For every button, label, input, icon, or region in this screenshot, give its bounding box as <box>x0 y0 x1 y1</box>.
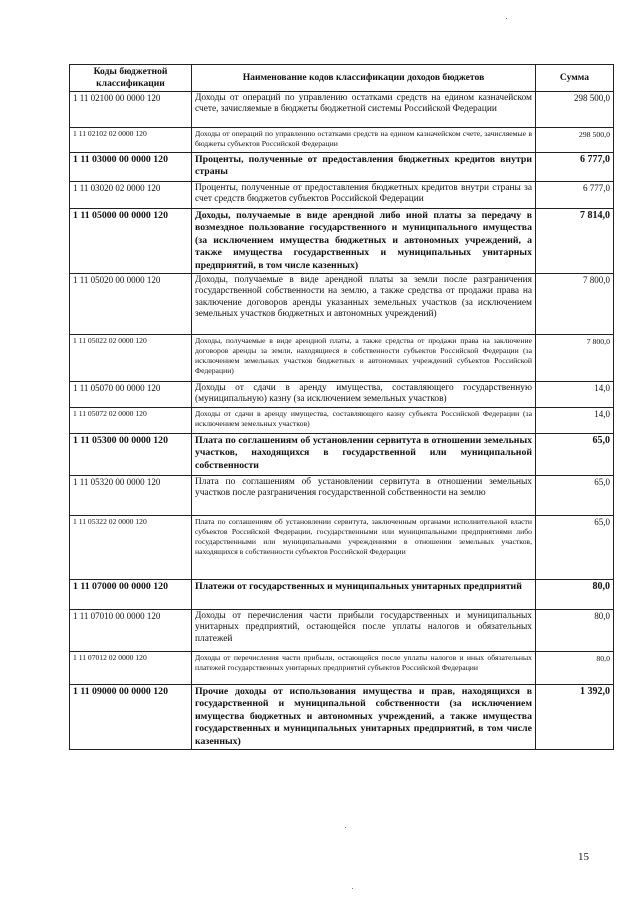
table-row <box>70 335 614 382</box>
table-row <box>70 274 614 335</box>
row-name: Доходы от операций по управлению остатками средств на едином казначейском счете, зачисляемые в бюджеты субъектов Российской Федерации <box>192 128 536 153</box>
table-row <box>70 434 614 476</box>
header-sum: Сумма <box>536 65 614 92</box>
page-number: 15 <box>578 851 589 863</box>
scan-speck <box>352 888 353 889</box>
row-name: Проценты, полученные от предоставления бюджетных кредитов внутри страны за счет средств бюджетов субъектов Российской Федерации <box>192 182 536 209</box>
row-amount: 65,0 <box>536 516 614 580</box>
row-name: Доходы, получаемые в виде арендной платы за земли после разграничения государственной собственности на землю, а также средства от продажи права на заключение договоров аренды указанных земельных участков (за исключением земельных участков бюджетных и автономных учреждений) <box>192 274 536 335</box>
row-name: Прочие доходы от использования имущества и прав, находящихся в государственной и муниципальной собственности (за исключением имущества бюджетных и автономных учреждений, а также имущества государственных и муниципальных унитарных предприятий, в том числе казенных) <box>192 685 536 750</box>
table-row <box>70 580 614 610</box>
row-name: Проценты, полученные от предоставления бюджетных кредитов внутри страны <box>192 153 536 182</box>
row-amount: 14,0 <box>536 408 614 434</box>
row-code: 1 11 03000 00 0000 120 <box>70 153 192 182</box>
table-row <box>70 92 614 128</box>
row-amount: 7 800,0 <box>536 274 614 335</box>
row-amount: 80,0 <box>536 610 614 652</box>
table-row <box>70 382 614 408</box>
row-code: 1 11 07012 02 0000 120 <box>70 652 192 685</box>
row-code: 1 11 07000 00 0000 120 <box>70 580 192 610</box>
row-code: 1 11 05072 02 0000 120 <box>70 408 192 434</box>
header-codes: Коды бюджетной классификации <box>70 65 192 92</box>
row-code: 1 11 05322 02 0000 120 <box>70 516 192 580</box>
row-amount: 298 500,0 <box>536 92 614 128</box>
row-code: 1 11 02102 02 0000 120 <box>70 128 192 153</box>
row-amount: 7 814,0 <box>536 209 614 274</box>
row-code: 1 11 09000 00 0000 120 <box>70 685 192 750</box>
row-code: 1 11 05320 00 0000 120 <box>70 476 192 516</box>
row-name: Доходы от операций по управлению остатками средств на едином казначейском счете, зачисляемые в бюджеты бюджетной системы Российской Федерации <box>192 92 536 128</box>
table-row <box>70 516 614 580</box>
row-code: 1 11 02100 00 0000 120 <box>70 92 192 128</box>
row-amount: 80,0 <box>536 580 614 610</box>
row-amount: 6 777,0 <box>536 182 614 209</box>
row-code: 1 11 03020 02 0000 120 <box>70 182 192 209</box>
row-amount: 298 500,0 <box>536 128 614 153</box>
scan-speck <box>506 18 507 19</box>
row-name: Доходы, получаемые в виде арендной платы, а также средства от продажи права на заключение договоров аренды за земли, находящиеся в собственности субъектов Российской Федерации (за исключением земельных участков бюджетных и автономных учреждений субъектов Российской Федерации) <box>192 335 536 382</box>
row-name: Доходы от сдачи в аренду имущества, составляющего казну субъекта Российской Федерации (за исключением земельных участков) <box>192 408 536 434</box>
table-row <box>70 128 614 153</box>
table-row <box>70 476 614 516</box>
row-name: Доходы, получаемые в виде арендной либо иной платы за передачу в возмездное пользование государственного и муниципального имущества (за исключением имущества бюджетных и автономных учреждений, а также имущества государственных и муниципальных унитарных предприятий, в том числе казенных) <box>192 209 536 274</box>
table-header-row <box>70 65 614 92</box>
table-row <box>70 610 614 652</box>
row-amount: 14,0 <box>536 382 614 408</box>
row-amount: 65,0 <box>536 476 614 516</box>
header-name: Наименование кодов классификации доходов бюджетов <box>192 65 536 92</box>
row-amount: 6 777,0 <box>536 153 614 182</box>
row-amount: 7 800,0 <box>536 335 614 382</box>
row-name: Платежи от государственных и муниципальных унитарных предприятий <box>192 580 536 610</box>
table-row <box>70 209 614 274</box>
scan-speck <box>345 827 346 828</box>
row-code: 1 11 05000 00 0000 120 <box>70 209 192 274</box>
row-code: 1 11 05070 00 0000 120 <box>70 382 192 408</box>
row-name: Доходы от сдачи в аренду имущества, составляющего государственную (муниципальную) казну (за исключением земельных участков) <box>192 382 536 408</box>
row-code: 1 11 05020 00 0000 120 <box>70 274 192 335</box>
table-row <box>70 685 614 750</box>
row-amount: 1 392,0 <box>536 685 614 750</box>
row-code: 1 11 05022 02 0000 120 <box>70 335 192 382</box>
row-code: 1 11 05300 00 0000 120 <box>70 434 192 476</box>
row-amount: 65,0 <box>536 434 614 476</box>
row-name: Плата по соглашениям об установлении сервитута, заключенным органами исполнительной власти субъектов Российской Федерации, государственными или муниципальными предприятиями либо государственными или муниципальными учреждениями в отношении земельных участков, находящихся в собственности субъектов Российской Федерации <box>192 516 536 580</box>
table-row <box>70 652 614 685</box>
table-row <box>70 182 614 209</box>
row-name: Доходы от перечисления части прибыли, остающейся после уплаты налогов и иных обязательных платежей государственных унитарных предприятий субъектов Российской Федерации <box>192 652 536 685</box>
table-row <box>70 153 614 182</box>
row-code: 1 11 07010 00 0000 120 <box>70 610 192 652</box>
row-amount: 80,0 <box>536 652 614 685</box>
table-row <box>70 408 614 434</box>
row-name: Доходы от перечисления части прибыли государственных и муниципальных унитарных предприятий, остающейся после уплаты налогов и обязательных платежей <box>192 610 536 652</box>
budget-revenue-table <box>69 64 614 750</box>
row-name: Плата по соглашениям об установлении сервитута в отношении земельных участков после разграничения государственной собственности на землю <box>192 476 536 516</box>
row-name: Плата по соглашениям об установлении сервитута в отношении земельных участков, находящихся в государственной или муниципальной собственности <box>192 434 536 476</box>
